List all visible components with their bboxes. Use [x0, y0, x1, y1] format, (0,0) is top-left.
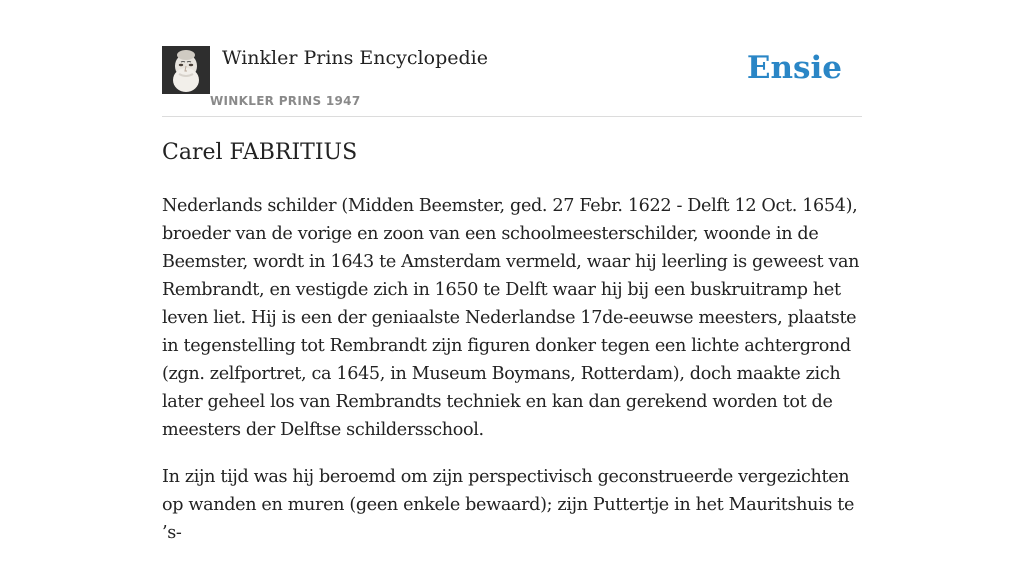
article-paragraph: In zijn tijd was hij beroemd om zijn perspectivisch geconstrueerde vergezichten op wanden en muren (geen enkele bewaard); zijn Puttertje in het Mauritshuis te ’s- — [162, 467, 855, 543]
article-title: Carel FABRITIUS — [162, 140, 358, 165]
source-subtitle[interactable]: WINKLER PRINS 1947 — [210, 94, 361, 108]
source-header — [162, 46, 862, 117]
article-body — [162, 192, 862, 566]
article-paragraph: Nederlands schilder (Midden Beemster, ged. 27 Febr. 1622 - Delft 12 Oct. 1654), broeder van de vorige en zoon van een schoolmeesterschilder, woonde in de Beemster, wordt in 1643 te Amsterdam vermeld, waar hij leerling is geweest van Rembrandt, en vestigde zich in 1650 te Delft waar hij bij een buskruitramp het leven liet. Hij is een der geniaalste Nederlandse 17de-eeuwse meesters, plaatste in tegenstelling tot Rembrandt zijn figuren donker tegen een lichte achtergrond (zgn. zelfportret, ca 1645, in Museum Boymans, Rotterdam), doch maakte zich later geheel los van Rembrandts techniek en kan dan gerekend worden tot de meesters der Delftse schildersschool. — [162, 196, 860, 440]
avatar[interactable] — [162, 46, 210, 94]
bearded-man-portrait-icon — [162, 46, 210, 94]
source-title[interactable]: Winkler Prins Encyclopedie — [222, 47, 488, 69]
ensie-logo[interactable]: Ensie — [746, 50, 842, 86]
